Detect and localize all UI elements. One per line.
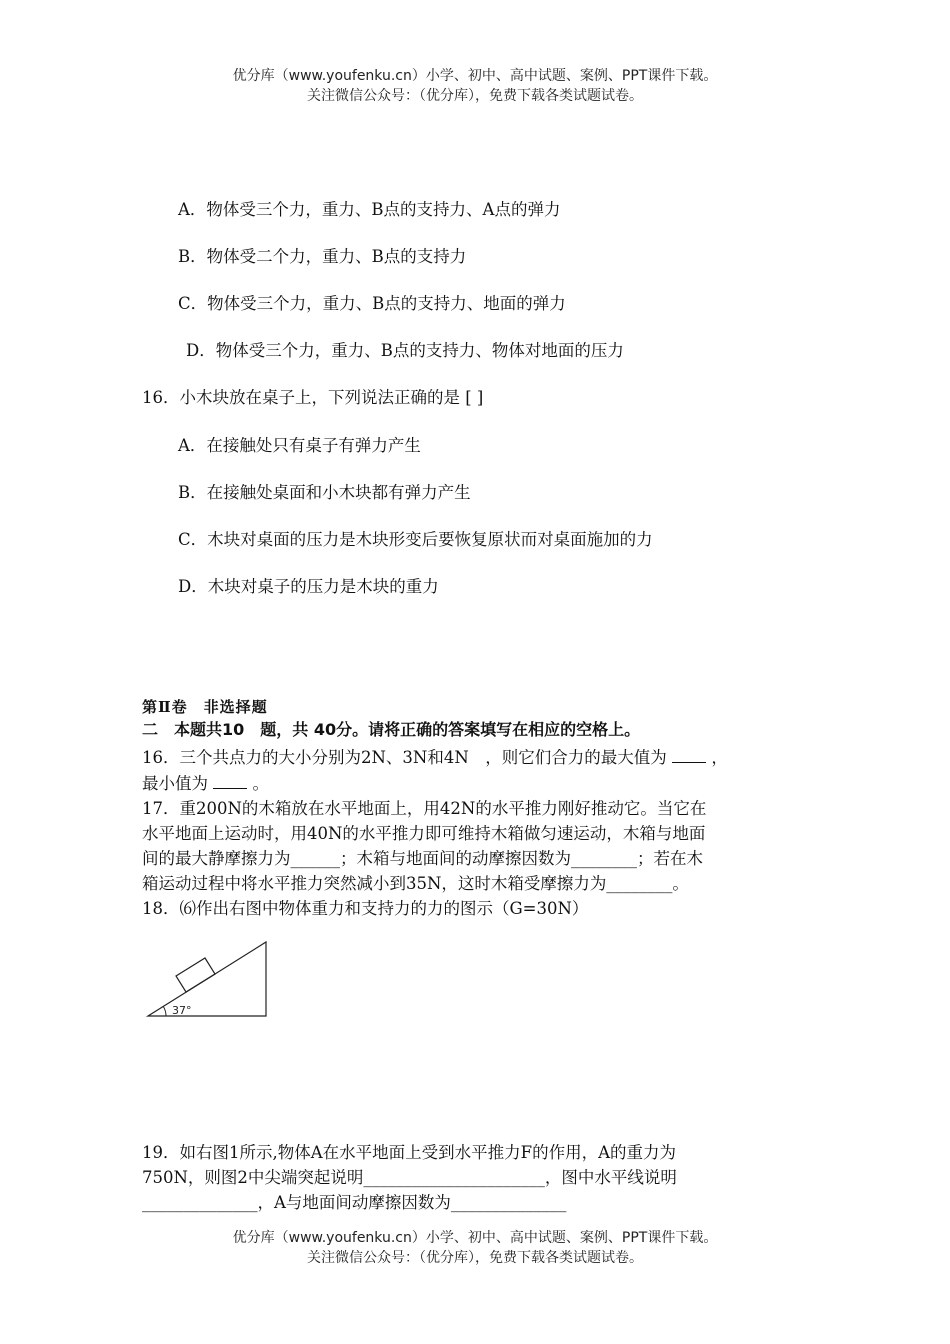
section-description: 二 本题共10 题，共 40分。请将正确的答案填写在相应的空格上。 — [142, 720, 641, 739]
fill-q17-line-4: 箱运动过程中将水平推力突然减小到35N，这时木箱受摩擦力为________。 — [142, 874, 689, 893]
fill-q16-blank-min — [213, 772, 247, 789]
fill-q17-line-1: 17．重200N的木箱放在水平地面上，用42N的水平推力刚好推动它。当它在 — [142, 799, 707, 818]
fill-q19-line-1: 19．如右图1所示,物体A在水平地面上受到水平推力F的作用，A的重力为 — [142, 1143, 677, 1162]
q16-option-c: C．木块对桌面的压力是木块形变后要恢复原状而对桌面施加的力 — [178, 530, 653, 549]
q15-option-b: B．物体受二个力，重力、B点的支持力 — [178, 247, 467, 266]
header-line-1: 优分库（www.youfenku.cn）小学、初中、高中试题、案例、PPT课件下载。 — [232, 68, 718, 84]
fill-q16-text-a: 16．三个共点力的大小分别为2N、3N和4N ，则它们合力的最大值为 — [142, 748, 667, 767]
fill-q16-text-b: ， — [711, 748, 728, 767]
fill-q16-text-c: 最小值为 — [142, 774, 208, 793]
fill-q16-text-d: 。 — [252, 774, 269, 793]
q16-option-b: B．在接触处桌面和小木块都有弹力产生 — [178, 483, 471, 502]
fill-q16-line-2 — [142, 772, 269, 795]
section-title: 第Ⅱ卷 非选择题 — [142, 698, 268, 716]
footer-line-1: 优分库（www.youfenku.cn）小学、初中、高中试题、案例、PPT课件下载。 — [232, 1230, 718, 1246]
header-line-2: 关注微信公众号：（优分库），免费下载各类试题试卷。 — [307, 88, 643, 104]
q15-option-a: A．物体受三个力，重力、B点的支持力、A点的弹力 — [178, 200, 561, 219]
q15-option-c: C．物体受三个力，重力、B点的支持力、地面的弹力 — [178, 294, 566, 313]
q16-stem: 16．小木块放在桌子上，下列说法正确的是 [ ] — [142, 388, 484, 407]
fill-q17-line-3: 间的最大静摩擦力为______；木箱与地面间的动摩擦因数为________；若在木 — [142, 849, 703, 868]
fill-q19-line-3: ______________，A与地面间动摩擦因数为______________ — [142, 1193, 567, 1212]
q15-option-d: D．物体受三个力，重力、B点的支持力、物体对地面的压力 — [186, 341, 624, 360]
footer-line-2: 关注微信公众号：（优分库），免费下载各类试题试卷。 — [307, 1250, 643, 1266]
fill-q17-line-2: 水平地面上运动时，用40N的水平推力即可维持木箱做匀速运动，木箱与地面 — [142, 824, 706, 843]
incline-figure — [146, 938, 272, 1022]
fill-q19-line-2: 750N，则图2中尖端突起说明______________________，图中水平线说明 — [142, 1168, 677, 1187]
fill-q16-line-1 — [142, 746, 728, 769]
fill-q18-line-1: 18．⑹作出右图中物体重力和支持力的力的图示（G=30N） — [142, 899, 589, 918]
fill-q16-blank-max — [672, 746, 706, 763]
q16-option-d: D．木块对桌子的压力是木块的重力 — [178, 577, 439, 596]
q16-option-a: A．在接触处只有桌子有弹力产生 — [178, 436, 421, 455]
angle-label: 37° — [172, 1004, 192, 1017]
angle-arc — [163, 1006, 166, 1016]
